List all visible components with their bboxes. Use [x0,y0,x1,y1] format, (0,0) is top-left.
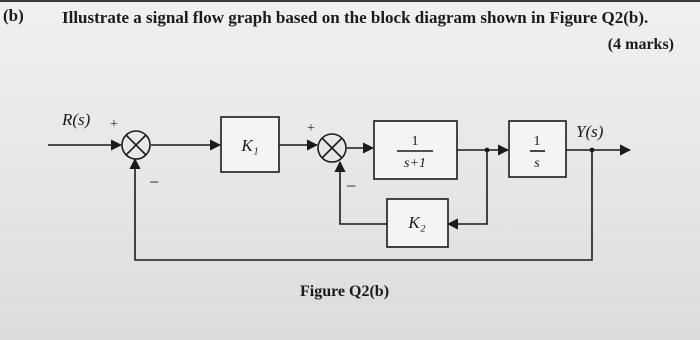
summing-junction-1 [122,131,150,159]
k2-label: K₂ [408,213,426,232]
integrator-numerator: 1 [533,134,541,149]
marks-label: (4 marks) [607,36,674,53]
tf-denominator: s+1 [404,156,426,171]
input-label: R(s) [62,110,91,129]
figure-caption: Figure Q2(b) [300,283,390,300]
sign-minus-sum1: − [149,172,160,192]
takeoff-point-tf [485,148,490,153]
output-label: Y(s) [576,122,604,141]
sign-minus-sum2: − [346,176,357,196]
takeoff-point-output [590,148,595,153]
sign-plus-sum2: + [307,121,315,136]
sign-plus-sum1: + [110,117,118,132]
integrator-denominator: s [534,156,540,171]
question-part-label: (b) [3,6,24,25]
summing-junction-2 [318,134,346,162]
tf-numerator: 1 [411,134,419,149]
question-text: Illustrate a signal flow graph based on the block diagram shown in Figure Q2(b). [62,8,649,27]
k1-label: K₁ [241,136,259,155]
